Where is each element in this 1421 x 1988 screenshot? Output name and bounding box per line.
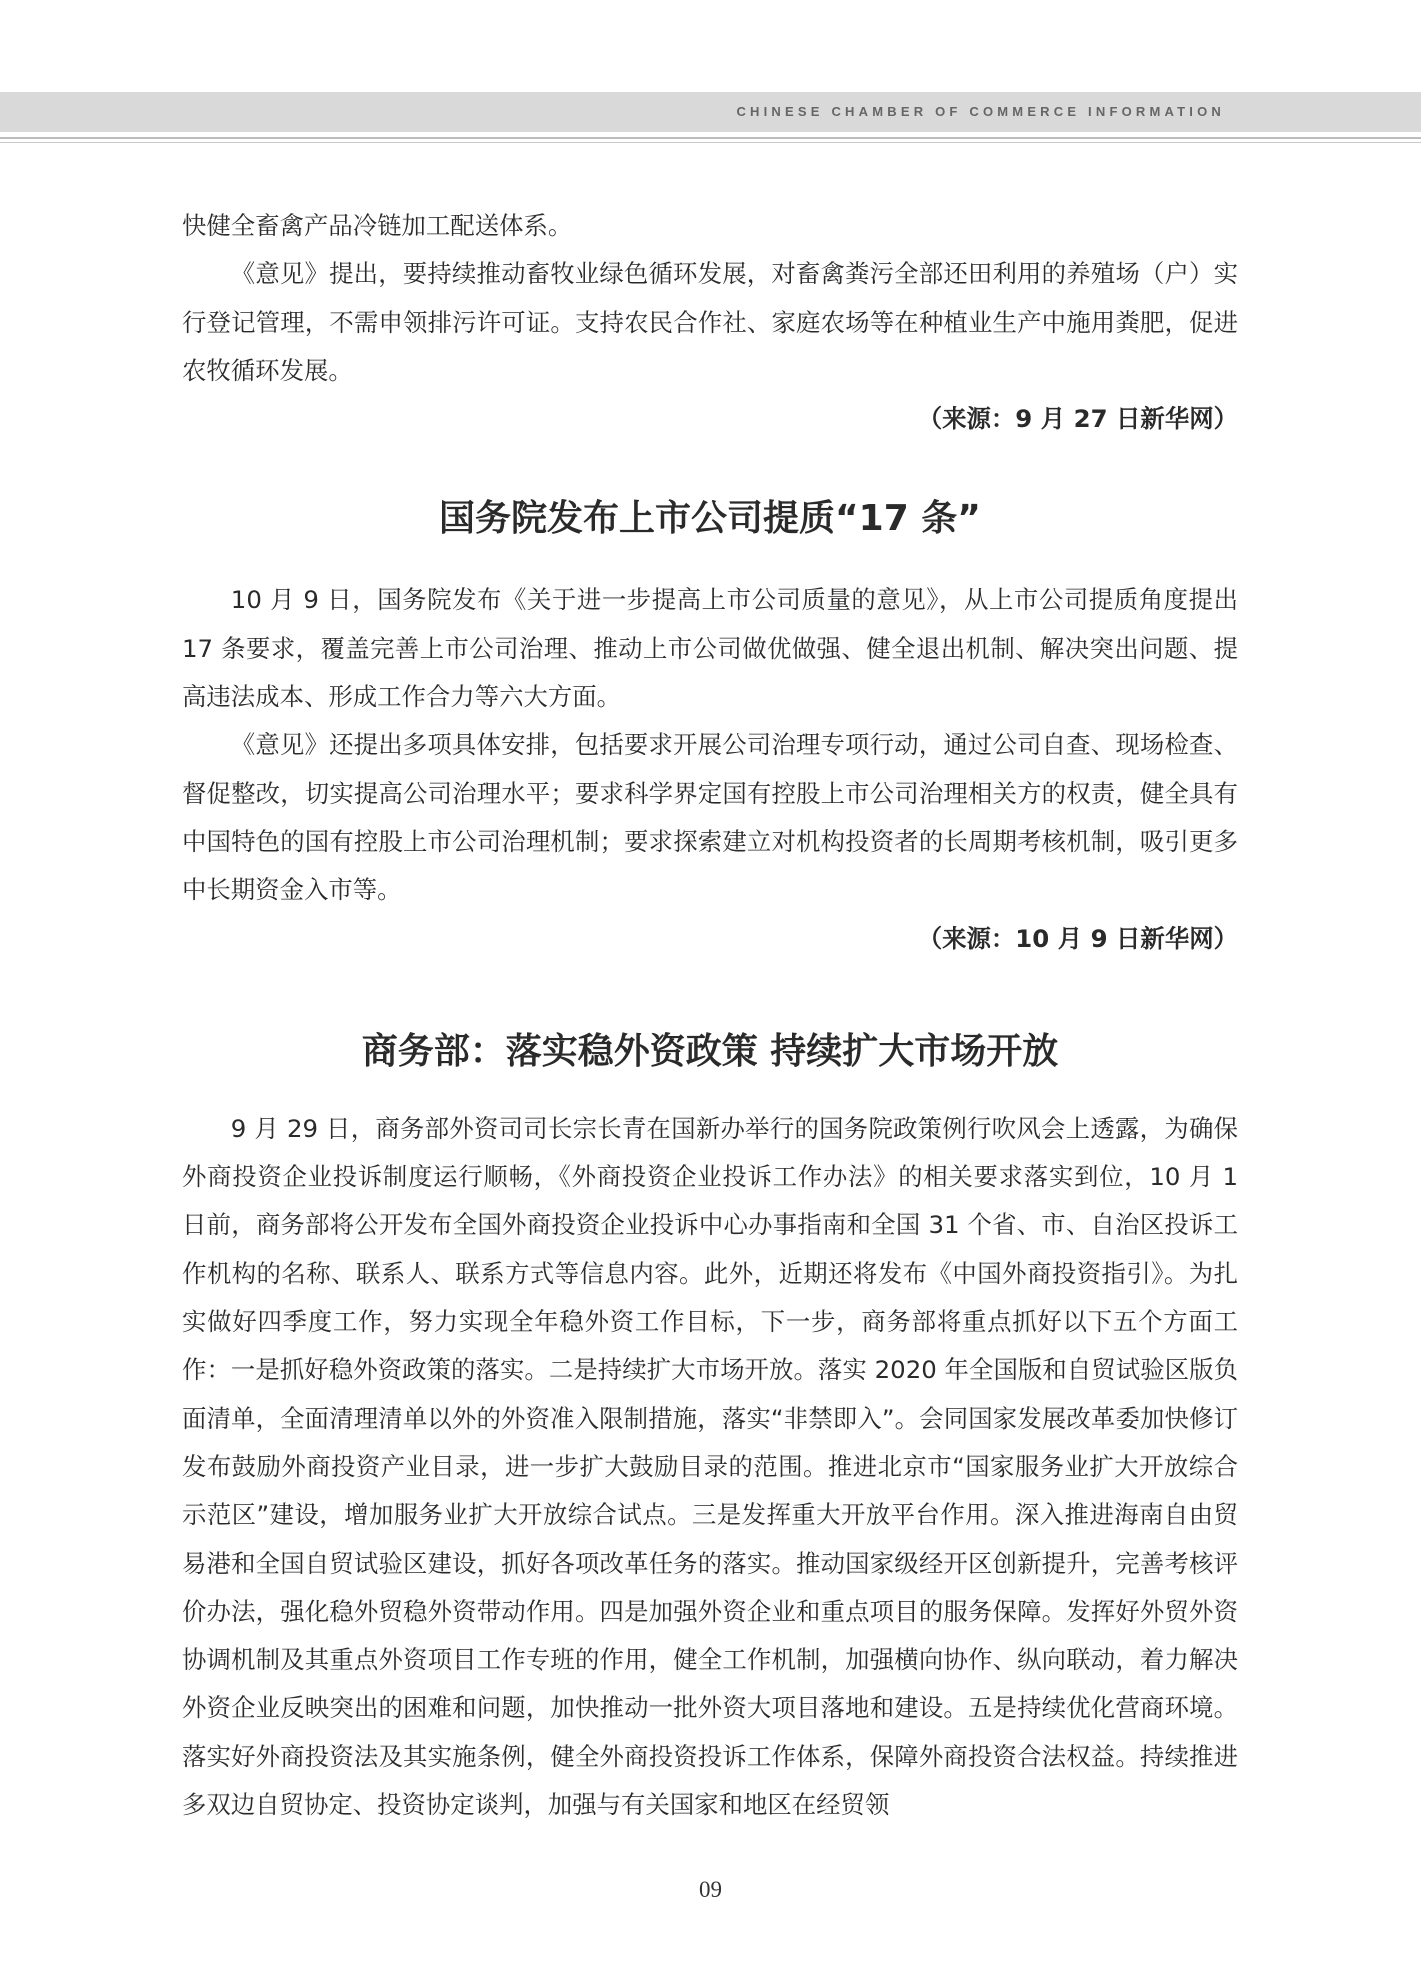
paragraph: 快健全畜禽产品冷链加工配送体系。 bbox=[182, 211, 573, 240]
article-listed-company-quality bbox=[182, 494, 1238, 962]
paragraph: 9 月 29 日，商务部外资司司长宗长青在国新办举行的国务院政策例行吹风会上透露，为确保外商投资企业投诉制度运行顺畅，《外商投资企业投诉工作办法》的相关要求落实到位，10 月 1 日前，商务部将公开发布全国外商投资企业投诉中心办事指南和全国 31 个省、市、自治区投诉工作机构的名称、联系人、联系方式等信息内容。此外，近期还将发布《中国外商投资指引》。为扎实做好四季度工作，努力实现全年稳外资工作目标，下一步，商务部将重点抓好以下五个方面工作：一是抓好稳外资政策的落实。二是持续扩大市场开放。落实 2020 年全国版和自贸试验区版负面清单，全面清理清单以外的外资准入限制措施，落实“非禁即入”。会同国家发展改革委加快修订发布鼓励外商投资产业目录，进一步扩大鼓励目录的范围。推进北京市“国家服务业扩大开放综合示范区”建设，增加服务业扩大开放综合试点。三是发挥重大开放平台作用。深入推进海南自由贸易港和全国自贸试验区建设，抓好各项改革任务的落实。推动国家级经开区创新提升，完善考核评价办法，强化稳外贸稳外资带动作用。四是加强外资企业和重点项目的服务保障。发挥好外贸外资协调机制及其重点外资项目工作专班的作用，健全工作机制，加强横向协作、纵向联动，着力解决外资企业反映突出的困难和问题，加快推动一批外资大项目落地和建设。五是持续优化营商环境。落实好外商投资法及其实施条例，健全外商投资投诉工作体系，保障外商投资合法权益。持续推进多双边自贸协定、投资协定谈判，加强与有关国家和地区在经贸领 bbox=[182, 1113, 1238, 1820]
article-title: 国务院发布上市公司提质“17 条” bbox=[439, 498, 981, 540]
article-foreign-investment bbox=[182, 1027, 1238, 1829]
article-continued bbox=[182, 202, 1238, 443]
paragraph: 《意见》提出，要持续推动畜牧业绿色循环发展，对畜禽粪污全部还田利用的养殖场（户）实行登记管理，不需申领排污许可证。支持农民合作社、家庭农场等在种植业生产中施用粪肥，促进农牧循环发展。 bbox=[182, 259, 1238, 385]
paragraph: 《意见》还提出多项具体安排，包括要求开展公司治理专项行动，通过公司自查、现场检查、督促整改，切实提高公司治理水平；要求科学界定国有控股上市公司治理相关方的权责，健全具有中国特色的国有控股上市公司治理机制；要求探索建立对机构投资者的长周期考核机制，吸引更多中长期资金入市等。 bbox=[182, 730, 1238, 905]
source-citation: （来源：9 月 27 日新华网） bbox=[917, 404, 1238, 434]
source-line bbox=[182, 395, 1238, 443]
page-content bbox=[182, 202, 1238, 1829]
source-line bbox=[182, 915, 1238, 963]
header-rule bbox=[0, 137, 1421, 139]
page-number: 09 bbox=[699, 1877, 722, 1902]
header-rule-thin bbox=[0, 142, 1421, 143]
paragraph: 10 月 9 日，国务院发布《关于进一步提高上市公司质量的意见》，从上市公司提质角度提出 17 条要求，覆盖完善上市公司治理、推动上市公司做优做强、健全退出机制、解决突出问题、提高违法成本、形成工作合力等六大方面。 bbox=[182, 585, 1238, 712]
article-title: 商务部：落实稳外资政策 持续扩大市场开放 bbox=[361, 1030, 1059, 1072]
source-citation: （来源：10 月 9 日新华网） bbox=[917, 923, 1238, 953]
running-header: CHINESE CHAMBER OF COMMERCE INFORMATION bbox=[736, 104, 1225, 119]
